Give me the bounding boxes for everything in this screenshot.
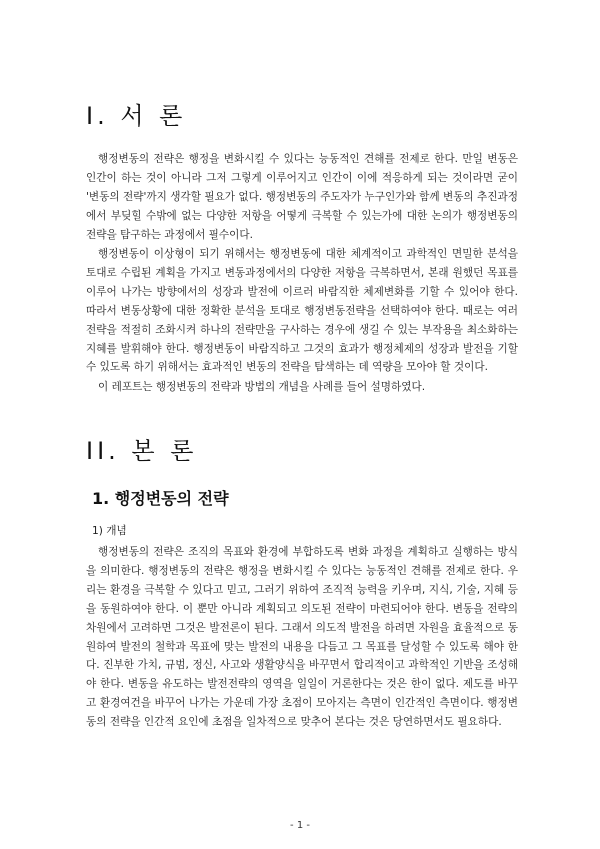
intro-paragraph-3: 이 레포트는 행정변동의 전략과 방법의 개념을 사례를 들어 설명하였다.: [98, 381, 426, 393]
section-heading-introduction: I. 서 론: [86, 102, 187, 130]
page-number: - 1 -: [290, 820, 310, 831]
intro-paragraph-2: 행정변동이 이상형이 되기 위해서는 행정변동에 대한 체계적이고 과학적인 면밀한 분석을 토대로 수립된 계획을 가지고 변동과정에서의 다양한 저항을 극복하면서, 본래 원했던 목표를 이루어 나가는 방향에서의 성장과 발전에 이르러 바람직한 체제변화를 기할 수 있어야 한다. 따라서 변동상황에 대한 정확한 분석을 토대로 행정변동전략을 선택하여야 한다. 때로는 여러 전략을 적절히 조화시켜 하나의 전략만을 구사하는 경우에 생길 수 있는 부작용을 최소화하는 지혜를 발휘해야 한다. 행정변동이 바람직하고 그것의 효과가 행정체제의 성장과 발전을 기할 수 있도록 하기 위해서는 효과적인 변동의 전략을 탐색하는 데 역량을 모아야 할 것이다.: [86, 248, 518, 374]
intro-paragraph-1: 행정변동의 전략은 행정을 변화시킬 수 있다는 능동적인 견해를 전제로 한다. 만일 변동은 인간이 하는 것이 아니라 그저 그렇게 이루어지고 인간이 이에 적응하게 되는 것이라면 굳이 '변동의 전략'까지 생각할 필요가 없다. 행정변동의 주도자가 누구인가와 함께 변동의 추진과정에서 부딪힐 수밖에 없는 다양한 저항을 어떻게 극복할 수 있는가에 대한 논의가 행정변동의 전략을 탐구하는 과정에서 필수이다.: [86, 153, 518, 241]
subsection-heading: 1. 행정변동의 전략: [92, 489, 229, 508]
item-label: 1) 개념: [92, 525, 127, 537]
section-heading-body: II. 본 론: [86, 437, 198, 465]
body-paragraph-1: 행정변동의 전략은 조직의 목표와 환경에 부합하도록 변화 과정을 계획하고 실행하는 방식을 의미한다. 행정변동의 전략은 행정을 변화시킬 수 있다는 능동적인 견해를 전제로 한다. 우리는 환경을 극복할 수 있다고 믿고, 그러기 위하여 조직적 능력을 키우며, 지식, 기술, 지혜 등을 동원하여야 한다. 이 뿐만 아니라 계획되고 의도된 전략이 마련되어야 한다. 변동을 전략의 차원에서 고려하면 그것은 발전론이 된다. 그래서 의도적 발전을 하려면 자원을 효율적으로 동원하여 발전의 철학과 목표에 맞는 발전의 내용을 다듬고 그 목표를 달성할 수 있도록 해야 한다. 진부한 가치, 규범, 정신, 사고와 생활양식을 바꾸면서 합리적이고 과학적인 기반을 조성해야 한다. 변동을 유도하는 발전전략의 영역을 일일이 거론한다는 것은 한이 없다. 제도를 바꾸고 환경여건을 바꾸어 나가는 가운데 가장 초점이 모아지는 측면이 인간적인 측면이다. 행정변동의 전략을 인간적 요인에 초점을 일차적으로 맞추어 본다는 것은 당연하면서도 필요하다.: [86, 546, 518, 729]
